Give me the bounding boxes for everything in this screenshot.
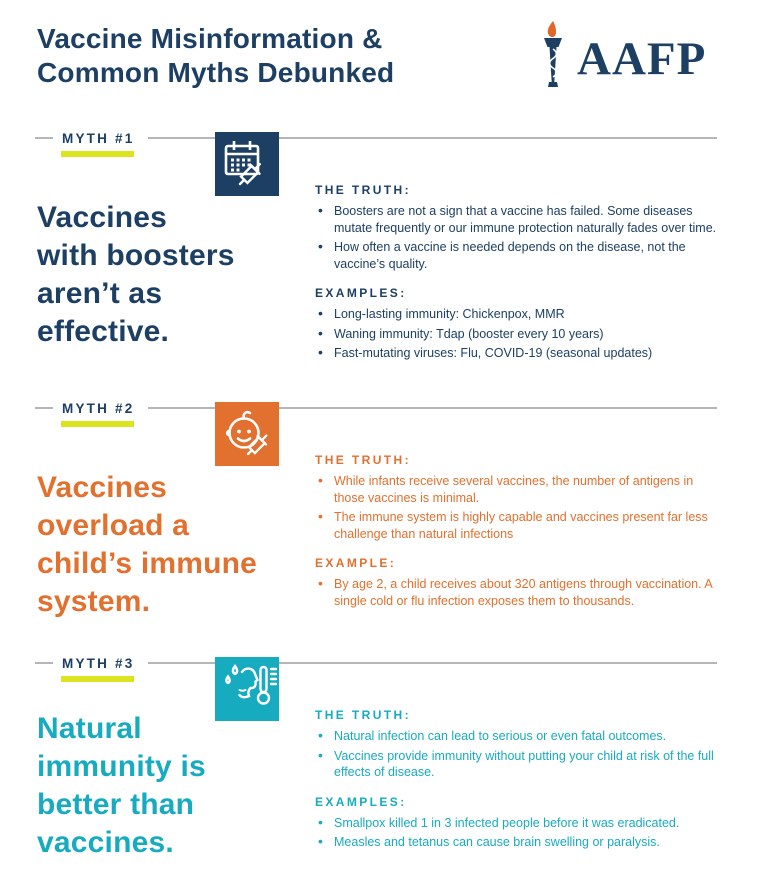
myth-section-3 [0, 653, 757, 890]
myth-2-icon-tile [215, 402, 279, 466]
truth-heading: THE TRUTH: [315, 708, 411, 722]
truth-item: • While infants receive several vaccines, the number of antigens in those vaccines is minimal. [315, 473, 723, 506]
myth-section-1 [0, 128, 757, 368]
examples-heading: EXAMPLES: [315, 794, 407, 809]
example-item: • Waning immunity: Tdap (booster every 10 years) [315, 326, 723, 343]
myth-2-label: MYTH #2 [62, 401, 135, 416]
example-item: • Fast-mutating viruses: Flu, COVID-19 (seasonal updates) [315, 345, 723, 362]
truth-item: • Vaccines provide immunity without putting your child at risk of the full effects of disease. [315, 748, 723, 781]
myth-3-headline: Natural immunity is better than vaccines. [37, 712, 206, 859]
truth-heading: THE TRUTH: [315, 183, 411, 197]
myth-2-detail [315, 453, 723, 612]
baby-syringe-icon [215, 402, 279, 466]
divider-dash [35, 407, 53, 409]
torch-icon [538, 20, 568, 90]
page-title-line-1: Vaccine Misinformation & [37, 23, 383, 54]
examples-heading: EXAMPLES: [315, 286, 407, 300]
examples-list [315, 306, 723, 362]
examples-list [315, 815, 723, 851]
divider-dash [35, 662, 53, 664]
calendar-syringe-icon [215, 132, 279, 196]
aafp-logo [538, 20, 706, 90]
myth-1-detail [315, 183, 723, 365]
myth-1-label: MYTH #1 [62, 131, 135, 146]
myth-1-icon-tile [215, 132, 279, 196]
truth-item: • The immune system is highly capable and vaccines present far less challenge than natural infections [315, 509, 723, 542]
examples-list [315, 576, 723, 609]
truth-list [315, 473, 723, 542]
truth-item: • Natural infection can lead to serious or even fatal outcomes. [315, 728, 723, 745]
myth-3-detail [315, 708, 723, 854]
myth-1-underline [61, 151, 134, 157]
truth-item: • How often a vaccine is needed depends on the disease, not the vaccine’s quality. [315, 239, 723, 272]
example-item: • Smallpox killed 1 in 3 infected people before it was eradicated. [315, 815, 723, 832]
page-title [37, 22, 394, 90]
truth-list [315, 728, 723, 781]
examples-heading: EXAMPLE: [315, 556, 397, 570]
example-item: • Long-lasting immunity: Chickenpox, MMR [315, 306, 723, 323]
myth-2-underline [61, 421, 134, 427]
myth-2-headline: Vaccines overload a child’s immune system. [37, 471, 258, 618]
divider-dash [35, 137, 53, 139]
myth-1-headline: Vaccines with boosters aren’t as effective. [37, 201, 235, 348]
myth-section-2 [0, 398, 757, 638]
truth-heading: THE TRUTH: [315, 453, 411, 467]
myth-3-underline [61, 676, 134, 682]
example-item: • By age 2, a child receives about 320 antigens through vaccination. A single cold or flu infection exposes them to thousands. [315, 576, 723, 609]
myth-3-label: MYTH #3 [62, 656, 135, 671]
page-title-line-2: Common Myths Debunked [37, 57, 395, 88]
truth-list [315, 203, 723, 272]
truth-item: • Boosters are not a sign that a vaccine has failed. Some diseases mutate frequently or our immune protection naturally fades over time. [315, 203, 723, 236]
aafp-wordmark: AAFP [577, 33, 707, 85]
example-item: • Measles and tetanus can cause brain swelling or paralysis. [315, 834, 723, 851]
